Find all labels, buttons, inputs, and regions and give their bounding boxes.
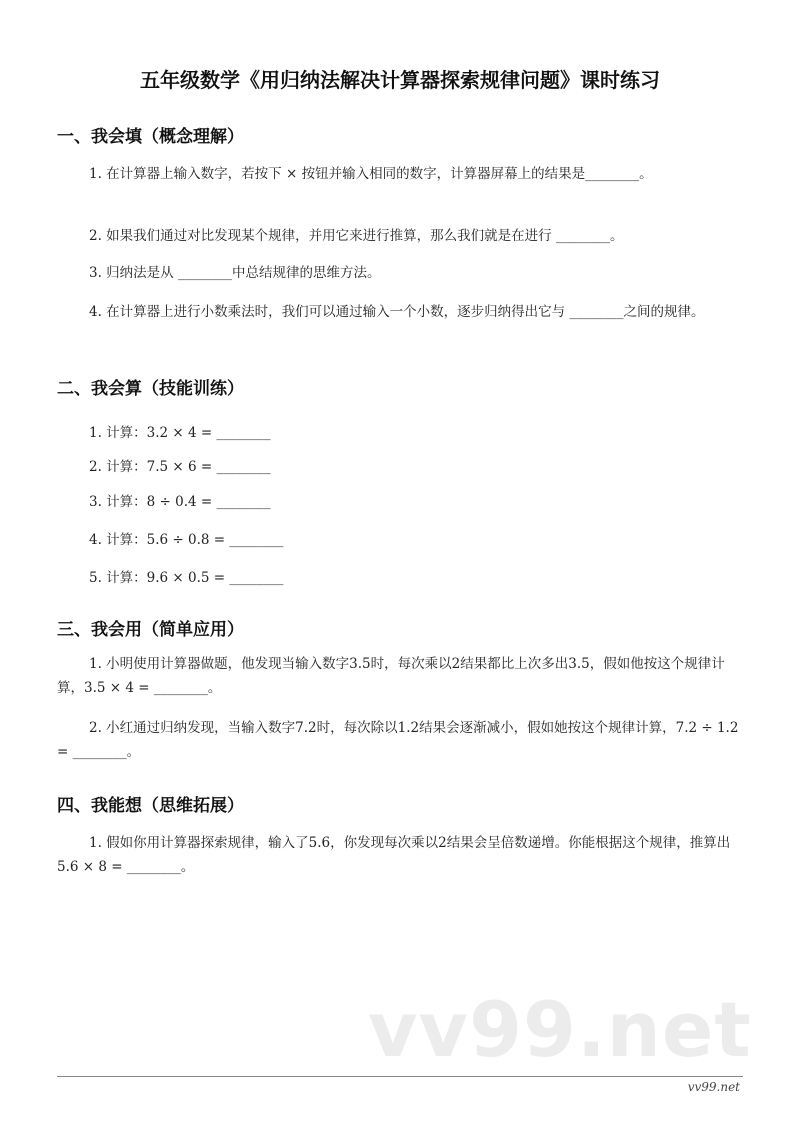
question-fill-3: 3. 归纳法是从 ________中总结规律的思维方法。: [89, 265, 381, 281]
question-calc-4: 4. 计算：5.6 ÷ 0.8 = ________: [89, 532, 284, 548]
page-title: 五年级数学《用归纳法解决计算器探索规律问题》课时练习: [140, 68, 660, 92]
question-fill-4: 4. 在计算器上进行小数乘法时，我们可以通过输入一个小数，逐步归纳得出它与 ________之间的规律。: [89, 304, 705, 320]
question-apply-2: 2. 小红通过归纳发现，当输入数字7.2时，每次除以1.2结果会逐渐减小，假如她按这个规律计算，7.2 ÷ 1.2 = ________。: [57, 720, 739, 760]
watermark: vv99.net: [368, 985, 752, 1074]
footer-divider: [57, 1076, 743, 1077]
question-apply-1: 1. 小明使用计算器做题，他发现当输入数字3.5时，每次乘以2结果都比上次多出3.5，假如他按这个规律计算，3.5 × 4 = ________。: [57, 656, 725, 696]
footer-text: vv99.net: [687, 1080, 740, 1094]
question-calc-5: 5. 计算：9.6 × 0.5 = ________: [89, 570, 284, 586]
question-calc-2: 2. 计算：7.5 × 6 = ________: [89, 459, 271, 475]
section-heading-fill: 一、我会填（概念理解）: [57, 127, 244, 147]
question-fill-2: 2. 如果我们通过对比发现某个规律，并用它来进行推算，那么我们就是在进行 ________。: [89, 228, 624, 244]
question-calc-1: 1. 计算：3.2 × 4 = ________: [89, 425, 271, 441]
question-fill-1: 1. 在计算器上输入数字，若按下 × 按钮并输入相同的数字，计算器屏幕上的结果是________。: [89, 166, 653, 182]
section-heading-apply: 三、我会用（简单应用）: [57, 620, 244, 640]
question-think-1: 1. 假如你用计算器探索规律，输入了5.6，你发现每次乘以2结果会呈倍数递增。你能根据这个规律，推算出5.6 × 8 = ________。: [57, 835, 731, 875]
question-calc-3: 3. 计算：8 ÷ 0.4 = ________: [89, 494, 271, 510]
section-heading-calc: 二、我会算（技能训练）: [57, 379, 244, 399]
section-heading-think: 四、我能想（思维拓展）: [57, 796, 244, 816]
